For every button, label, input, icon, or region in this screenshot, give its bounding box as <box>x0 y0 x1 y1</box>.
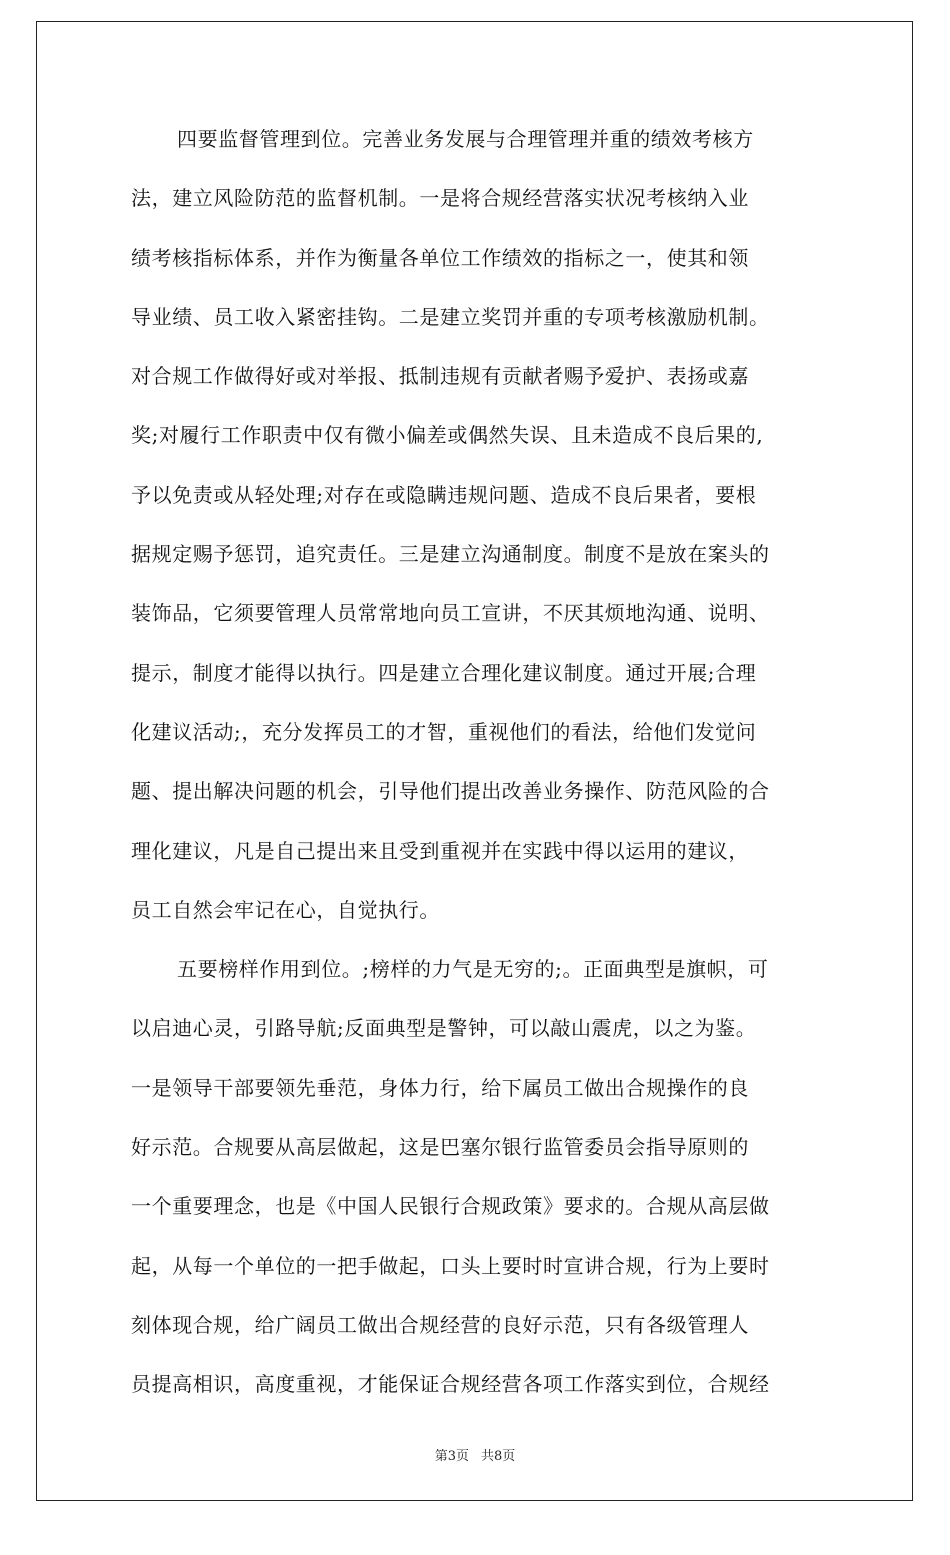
text-line: 以启迪心灵，引路导航;反面典型是警钟，可以敲山震虎，以之为鉴。 <box>131 1016 757 1041</box>
text-line: 提示，制度才能得以执行。四是建立合理化建议制度。通过开展;合理 <box>131 660 757 685</box>
text-line: 法，建立风险防范的监督机制。一是将合规经营落实状况考核纳入业 <box>131 186 749 211</box>
text-line: 予以免责或从轻处理;对存在或隐瞒违规问题、造成不良后果者，要根 <box>131 482 757 507</box>
text-line: 绩考核指标体系，并作为衡量各单位工作绩效的指标之一，使其和领 <box>131 245 749 270</box>
text-line: 据规定赐予惩罚，追究责任。三是建立沟通制度。制度不是放在案头的 <box>131 542 770 567</box>
page-number: 第3页 <box>434 1449 469 1464</box>
text-line: 一是领导干部要领先垂范，身体力行，给下属员工做出合规操作的良 <box>131 1075 749 1100</box>
page-footer <box>0 1449 950 1465</box>
text-line: 导业绩、员工收入紧密挂钩。二是建立奖罚并重的专项考核激励机制。 <box>131 304 770 329</box>
text-line: 员工自然会牢记在心，自觉执行。 <box>131 897 440 922</box>
text-line: 刻体现合规，给广阔员工做出合规经营的良好示范，只有各级管理人 <box>131 1312 749 1337</box>
paragraph-supervision <box>131 110 833 940</box>
paragraph-role-model <box>131 940 833 1414</box>
text-line: 五要榜样作用到位。;榜样的力气是无穷的;。正面典型是旗帜，可 <box>177 957 769 982</box>
page-total: 共8页 <box>481 1449 516 1464</box>
text-line: 装饰品，它须要管理人员常常地向员工宣讲，不厌其烦地沟通、说明、 <box>131 601 770 626</box>
text-line: 员提高相识，高度重视，才能保证合规经营各项工作落实到位，合规经 <box>131 1372 770 1397</box>
text-line: 题、提出解决问题的机会，引导他们提出改善业务操作、防范风险的合 <box>131 779 770 804</box>
text-line: 一个重要理念，也是《中国人民银行合规政策》要求的。合规从高层做 <box>131 1194 770 1219</box>
document-body <box>131 110 833 1415</box>
text-line: 奖;对履行工作职责中仅有微小偏差或偶然失误、且未造成不良后果的, <box>131 423 764 448</box>
text-line: 好示范。合规要从高层做起，这是巴塞尔银行监管委员会指导原则的 <box>131 1135 749 1160</box>
text-line: 理化建议，凡是自己提出来且受到重视并在实践中得以运用的建议， <box>131 838 749 863</box>
text-line: 化建议活动;，充分发挥员工的才智，重视他们的看法，给他们发觉问 <box>131 719 757 744</box>
text-line: 四要监督管理到位。完善业务发展与合理管理并重的绩效考核方 <box>177 127 754 151</box>
text-line: 对合规工作做得好或对举报、抵制违规有贡献者赐予爱护、表扬或嘉 <box>131 364 749 389</box>
text-line: 起，从每一个单位的一把手做起，口头上要时时宣讲合规，行为上要时 <box>131 1253 770 1278</box>
